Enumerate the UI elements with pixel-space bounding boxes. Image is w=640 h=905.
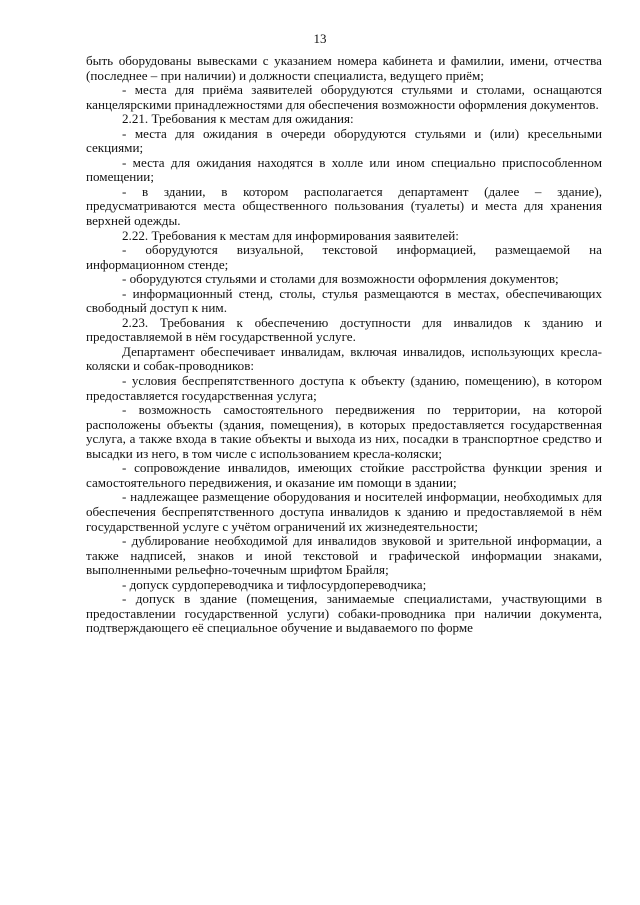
paragraph: Департамент обеспечивает инвалидам, включая инвалидов, использующих кресла-коляски и собак-проводников: (86, 343, 602, 374)
list-item: - в здании, в котором располагается департамент (далее – здание), предусматриваются места общественного пользования (туалеты) и места для хранения верхней одежды. (86, 183, 602, 229)
section-heading: 2.23. Требования к обеспечению доступности для инвалидов к зданию и предоставляемой в нём государственной услуге. (86, 314, 602, 345)
section-heading: 2.21. Требования к местам для ожидания: (122, 111, 354, 127)
list-item: - оборудуются визуальной, текстовой информацией, размещаемой на информационном стенде; (86, 242, 602, 272)
list-item: - сопровождение инвалидов, имеющих стойкие расстройства функции зрения и самостоятельного передвижения, и оказание им помощи в здании; (86, 460, 602, 490)
list-item: - допуск в здание (помещения, занимаемые специалистами, участвующими в предоставлении государственной услуги) собаки-проводника при наличии документа, подтверждающего её специальное обучение и выдаваемого по форме (86, 591, 602, 636)
section-heading: 2.22. Требования к местам для информирования заявителей: (122, 227, 459, 243)
list-item: - дублирование необходимой для инвалидов звуковой и зрительной информации, а также надписей, знаков и иной текстовой и графической информации знаками, выполненными рельефно-точечным шрифтом Брайля; (86, 533, 602, 578)
list-item: - условия беспрепятственного доступа к объекту (зданию, помещению), в котором предоставляется государственная услуга; (86, 373, 602, 403)
list-item: - допуск сурдопереводчика и тифлосурдопереводчика; (122, 576, 427, 592)
list-item: - надлежащее размещение оборудования и носителей информации, необходимых для обеспечения беспрепятственного доступа инвалидов к зданию и предоставляемой в нём государственной услуге с учётом ограничений их жизнедеятельности; (86, 489, 602, 534)
list-item: - оборудуются стульями и столами для возможности оформления документов; (122, 271, 559, 287)
paragraph: быть оборудованы вывесками с указанием номера кабинета и фамилии, имени, отчества (последнее – при наличии) и должности специалиста, ведущего приём; (86, 53, 602, 83)
list-item: - места для приёма заявителей оборудуются стульями и столами, оснащаются канцелярскими принадлежностями для обеспечения возможности оформления документов. (86, 82, 602, 112)
document-body (86, 54, 602, 636)
page-number: 13 (313, 31, 327, 46)
list-item: - возможность самостоятельного передвижения по территории, на которой расположены объекты (здания, помещения), в которых предоставляется государственная услуга, а также входа в такие объекты и выхода из них, посадки в транспортное средство и высадки из него, в том числе с использованием кресла-коляски; (86, 402, 602, 461)
list-item: - информационный стенд, столы, стулья размещаются в местах, обеспечивающих свободный доступ к ним. (86, 285, 602, 316)
list-item: - места для ожидания в очереди оборудуются стульями и (или) кресельными секциями; (86, 125, 602, 156)
list-item: - места для ожидания находятся в холле или ином специально приспособленном помещении; (86, 154, 602, 185)
